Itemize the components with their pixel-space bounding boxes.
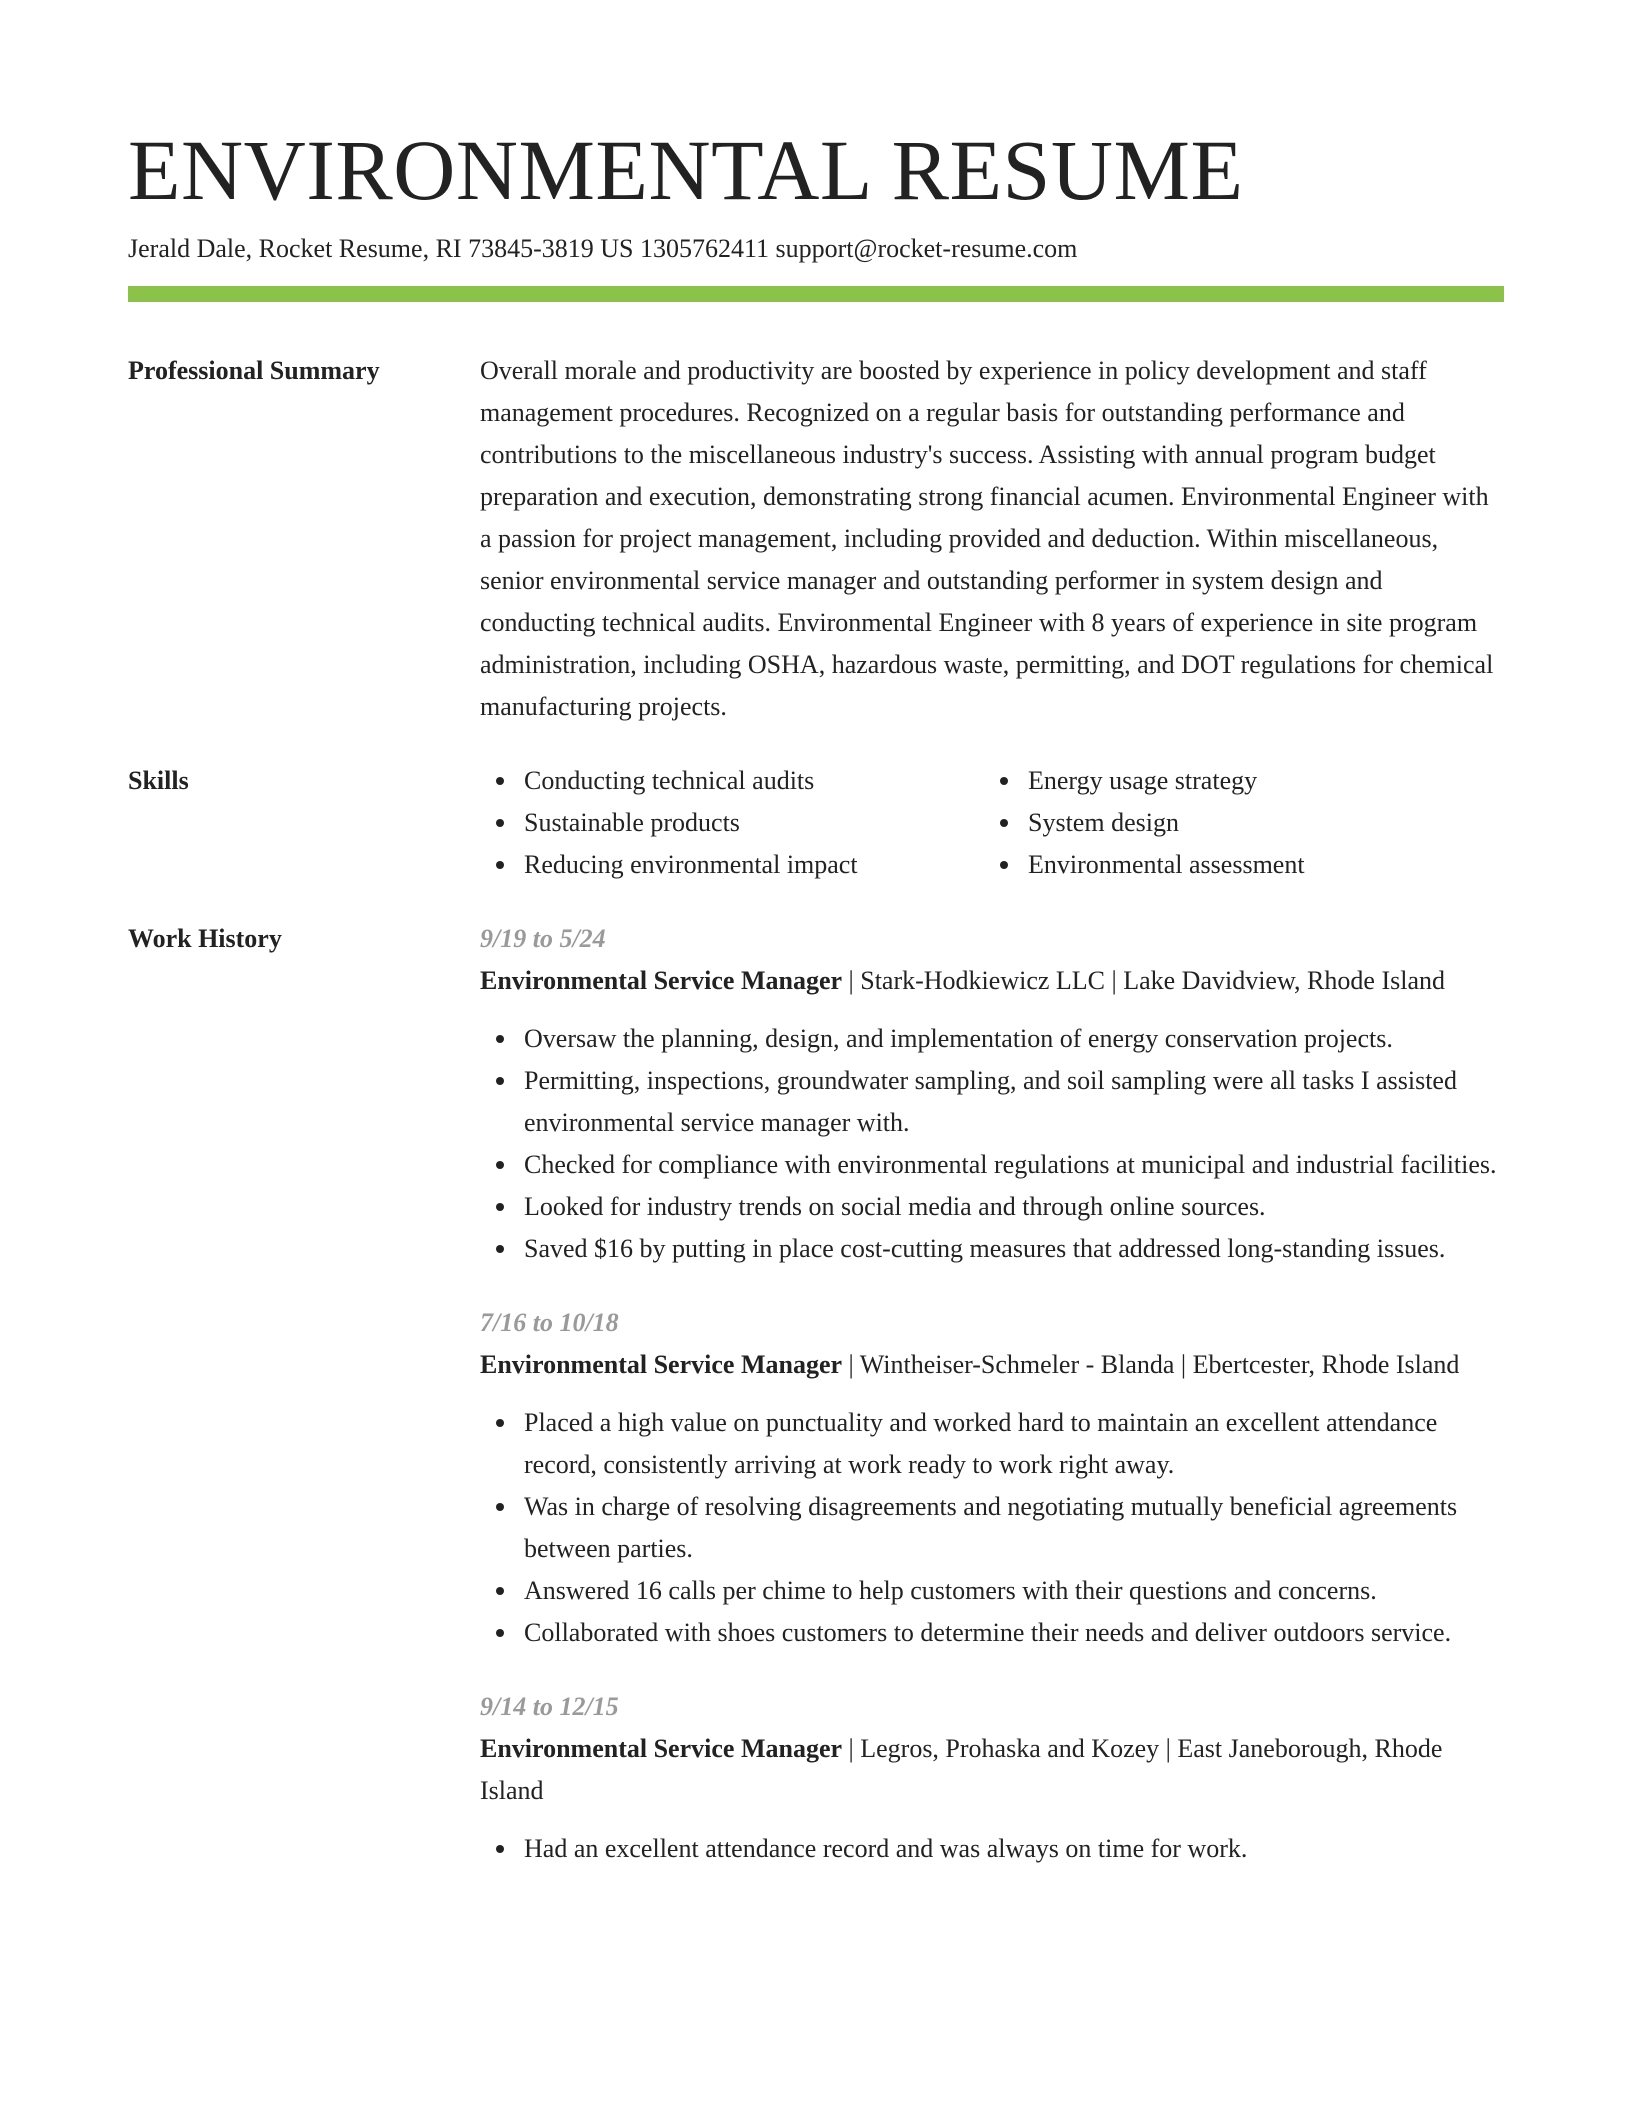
job-bullets [480,1828,1504,1870]
skill-item [984,844,1488,886]
job-dates: 7/16 to 10/18 [480,1308,619,1337]
skill-label: Conducting technical audits [524,766,815,795]
job-bullet [480,1486,1504,1570]
job-entry [480,1686,1504,1870]
job-entry [480,1302,1504,1654]
job-title-line [480,1344,1504,1386]
bullet-icon [496,1629,504,1637]
skill-item [480,802,984,844]
job-dates: 9/14 to 12/15 [480,1692,619,1721]
bullet-icon [496,1845,504,1853]
skill-item [480,844,984,886]
job-bullet [480,1612,1504,1654]
bullet-icon [496,777,504,785]
job-bullet [480,1402,1504,1486]
skills-grid [480,760,1504,886]
job-bullet-text: Placed a high value on punctuality and worked hard to maintain an excellent attendance record, consistently arriving at work ready to work right away. [524,1408,1438,1479]
skill-label: Energy usage strategy [1028,766,1258,795]
section-heading-work: Work History [128,924,282,953]
job-bullet [480,1570,1504,1612]
job-bullet-text: Permitting, inspections, groundwater sampling, and soil sampling were all tasks I assisted environmental service manager with. [524,1066,1457,1137]
skill-label: System design [1028,808,1179,837]
job-title-line [480,1728,1504,1812]
bullet-icon [496,1503,504,1511]
bullet-icon [1000,861,1008,869]
job-bullet [480,1828,1504,1870]
section-heading-summary: Professional Summary [128,356,380,385]
skill-label: Reducing environmental impact [524,850,858,879]
job-bullets [480,1402,1504,1654]
skill-label: Environmental assessment [1028,850,1305,879]
skills-section [128,760,1504,886]
job-bullet [480,1228,1504,1270]
skill-item [480,760,984,802]
summary-text: Overall morale and productivity are boosted by experience in policy development and staff management procedures. Recognized on a regular basis for outstanding performance and contributions to the miscellaneous industry's success. Assisting with annual program budget preparation and execution, demonstrating strong financial acumen. Environmental Engineer with a passion for project management, including provided and deduction. Within miscellaneous, senior environmental service manager and outstanding performer in system design and conducting technical audits. Environmental Engineer with 8 years of experience in site program administration, including OSHA, hazardous waste, permitting, and DOT regulations for chemical manufacturing projects. [480,356,1494,721]
job-bullet [480,1186,1504,1228]
bullet-icon [496,1203,504,1211]
job-role: Environmental Service Manager [480,1734,843,1763]
professional-summary-section [128,350,1504,728]
bullet-icon [1000,777,1008,785]
skill-label: Sustainable products [524,808,740,837]
bullet-icon [496,819,504,827]
header-divider [128,286,1504,302]
bullet-icon [1000,819,1008,827]
bullet-icon [496,1419,504,1427]
resume-title: ENVIRONMENTAL RESUME [128,122,1244,218]
bullet-icon [496,1077,504,1085]
bullet-icon [496,1035,504,1043]
job-bullet-text: Checked for compliance with environmental regulations at municipal and industrial facilities. [524,1150,1497,1179]
skills-column-left [480,760,984,886]
skills-body [480,760,1504,886]
job-bullet-text: Answered 16 calls per chime to help customers with their questions and concerns. [524,1576,1377,1605]
skill-item [984,802,1488,844]
resume-page [128,118,1504,1902]
job-bullet [480,1018,1504,1060]
bullet-icon [496,861,504,869]
skills-column-right [984,760,1488,886]
job-title-line [480,960,1504,1002]
job-dates: 9/19 to 5/24 [480,924,606,953]
job-bullet-text: Oversaw the planning, design, and implementation of energy conservation projects. [524,1024,1393,1053]
work-body [480,918,1504,1902]
job-bullet [480,1060,1504,1144]
job-bullet [480,1144,1504,1186]
job-bullet-text: Had an excellent attendance record and was always on time for work. [524,1834,1248,1863]
job-company-location: | Stark-Hodkiewicz LLC | Lake Davidview, Rhode Island [842,966,1445,995]
job-bullet-text: Looked for industry trends on social media and through online sources. [524,1192,1266,1221]
job-bullet-text: Was in charge of resolving disagreements and negotiating mutually beneficial agreements between parties. [524,1492,1458,1563]
bullet-icon [496,1161,504,1169]
section-heading-skills: Skills [128,766,189,795]
skill-item [984,760,1488,802]
bullet-icon [496,1587,504,1595]
job-role: Environmental Service Manager [480,966,843,995]
bullet-icon [496,1245,504,1253]
work-history-section [128,918,1504,1902]
contact-line: Jerald Dale, Rocket Resume, RI 73845-3819 US 1305762411 support@rocket-resume.com [128,234,1078,263]
job-company-location: | Legros, Prohaska and Kozey | East Janeborough, Rhode Island [480,1734,1443,1805]
job-company-location: | Wintheiser-Schmeler - Blanda | Ebertcester, Rhode Island [842,1350,1460,1379]
job-bullet-text: Saved $16 by putting in place cost-cutting measures that addressed long-standing issues. [524,1234,1446,1263]
job-bullets [480,1018,1504,1270]
job-bullet-text: Collaborated with shoes customers to determine their needs and deliver outdoors service. [524,1618,1452,1647]
job-entry [480,918,1504,1270]
job-role: Environmental Service Manager [480,1350,843,1379]
